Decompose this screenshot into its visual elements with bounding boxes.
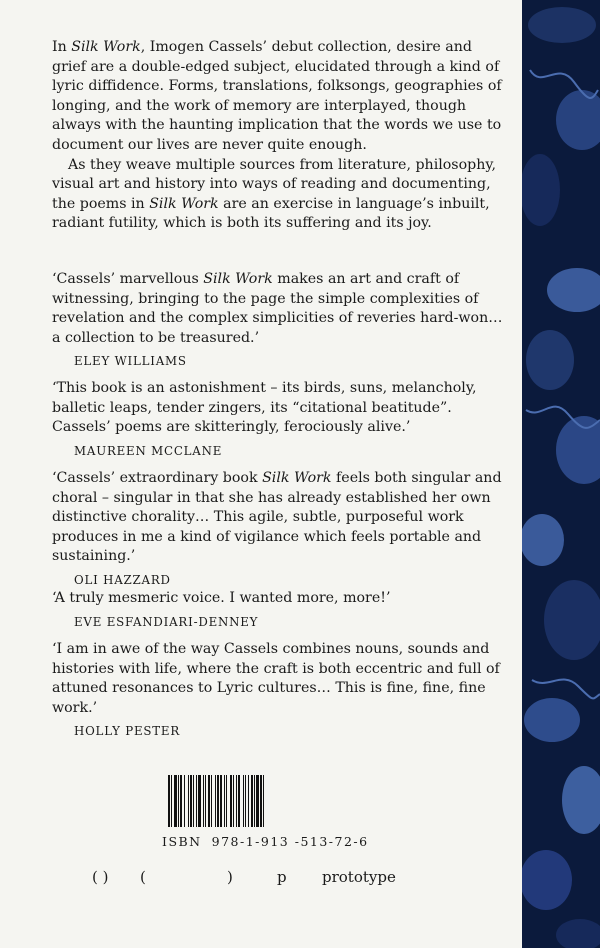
quote-text: ‘A truly mesmeric voice. I wanted more, more!’ (52, 590, 391, 606)
blurb-paragraph-1: In Silk Work, Imogen Cassels’ debut collection, desire and grief are a double-edged subject, elucidated through a kind of lyric diffidence. Forms, translations, folksongs, geographies of longing, and the work of memory are interplayed, though always with the haunting implication that the words we use to document our lives are never quite enough. (52, 39, 502, 153)
quote-block (52, 640, 510, 742)
barcode-bar (254, 775, 255, 827)
barcode-bar (248, 775, 249, 827)
barcode-bar (180, 775, 182, 827)
barcode-bar (243, 775, 244, 827)
barcode-bar (211, 775, 212, 827)
quote-block (52, 469, 510, 591)
barcode-bar (230, 775, 232, 827)
barcode-bar (260, 775, 262, 827)
quote-author: EVE ESFANDIARI-DENNEY (74, 614, 259, 629)
book-title: Silk Work (149, 195, 219, 212)
barcode-bar (168, 775, 170, 827)
publisher-name: prototype (322, 868, 396, 886)
barcode-bar (198, 775, 201, 827)
quote-author: HOLLY PESTER (74, 724, 181, 739)
quote-author: ELEY WILLIAMS (74, 354, 187, 369)
isbn (162, 834, 369, 849)
barcode-bar (208, 775, 210, 827)
barcode-bar (203, 775, 204, 827)
barcode-bar (220, 775, 222, 827)
cover-artwork-edge (522, 0, 600, 948)
barcode-bar (171, 775, 172, 827)
quote-author: OLI HAZZARD (74, 572, 171, 587)
barcode-bar (196, 775, 197, 827)
barcode-bar (233, 775, 234, 827)
quote-text: ‘This book is an astonishment – its birds, suns, melancholy, balletic leaps, tender zingers, its “citational beatitude”. Cassels’ poems are skitteringly, ferociously alive.’ (52, 380, 477, 436)
barcode-bar (238, 775, 240, 827)
barcode-bar (215, 775, 216, 827)
barcode-bar (251, 775, 253, 827)
barcode-bar (193, 775, 194, 827)
barcode-bar (190, 775, 192, 827)
barcode-bar (236, 775, 237, 827)
blurb (52, 38, 510, 234)
barcode-bar (245, 775, 246, 827)
publisher-logo-mark: p (277, 868, 287, 886)
barcode-bar (188, 775, 189, 827)
barcode-bar (184, 775, 185, 827)
publisher-logo-mark: ) (227, 868, 233, 886)
barcode-bar (205, 775, 206, 827)
publisher-logo-mark: ( (140, 868, 146, 886)
quote-text: ‘Cassels’ marvellous Silk Work makes an art and craft of witnessing, bringing to the page the simple complexities of revelation and the complex simplicities of reveries hard-won… a collection to be treasured.’ (52, 271, 503, 346)
barcode-bar (178, 775, 179, 827)
quote-block (52, 589, 510, 632)
barcode-bar (224, 775, 225, 827)
barcode-bar (174, 775, 177, 827)
book-title: Silk Work (71, 39, 141, 55)
quote-block (52, 379, 510, 461)
marbled-pattern (522, 0, 600, 948)
blurb-paragraph-2: As they weave multiple sources from literature, philosophy, visual art and history into ways of reading and documenting, the poems in Silk Work are an exercise in language’s inbuilt, radiant futility, which is both its suffering and its joy. (52, 156, 496, 232)
isbn-label: ISBN (162, 834, 202, 849)
barcode-bar (263, 775, 264, 827)
barcode-bar (226, 775, 227, 827)
publisher-imprint (92, 868, 412, 892)
barcode (168, 775, 294, 827)
isbn-number: 978-1-913 -513-72-6 (211, 834, 369, 849)
quote-text: ‘Cassels’ extraordinary book Silk Work feels both singular and choral – singular in that she has already established her own distinctive chorality… This agile, subtle, purposeful work produces in me a kind of vigilance which feels portable and sustaining.’ (52, 470, 502, 565)
quote-author: MAUREEN MCCLANE (74, 443, 223, 458)
quote-block (52, 270, 510, 372)
publisher-logo-mark: ( ) (92, 868, 109, 886)
quote-text: ‘I am in awe of the way Cassels combines nouns, sounds and histories with life, where the craft is both eccentric and full of attuned resonances to Lyric cultures… This is fine, fine, fine work.’ (52, 641, 500, 716)
barcode-bar (256, 775, 259, 827)
barcode-bar (217, 775, 219, 827)
